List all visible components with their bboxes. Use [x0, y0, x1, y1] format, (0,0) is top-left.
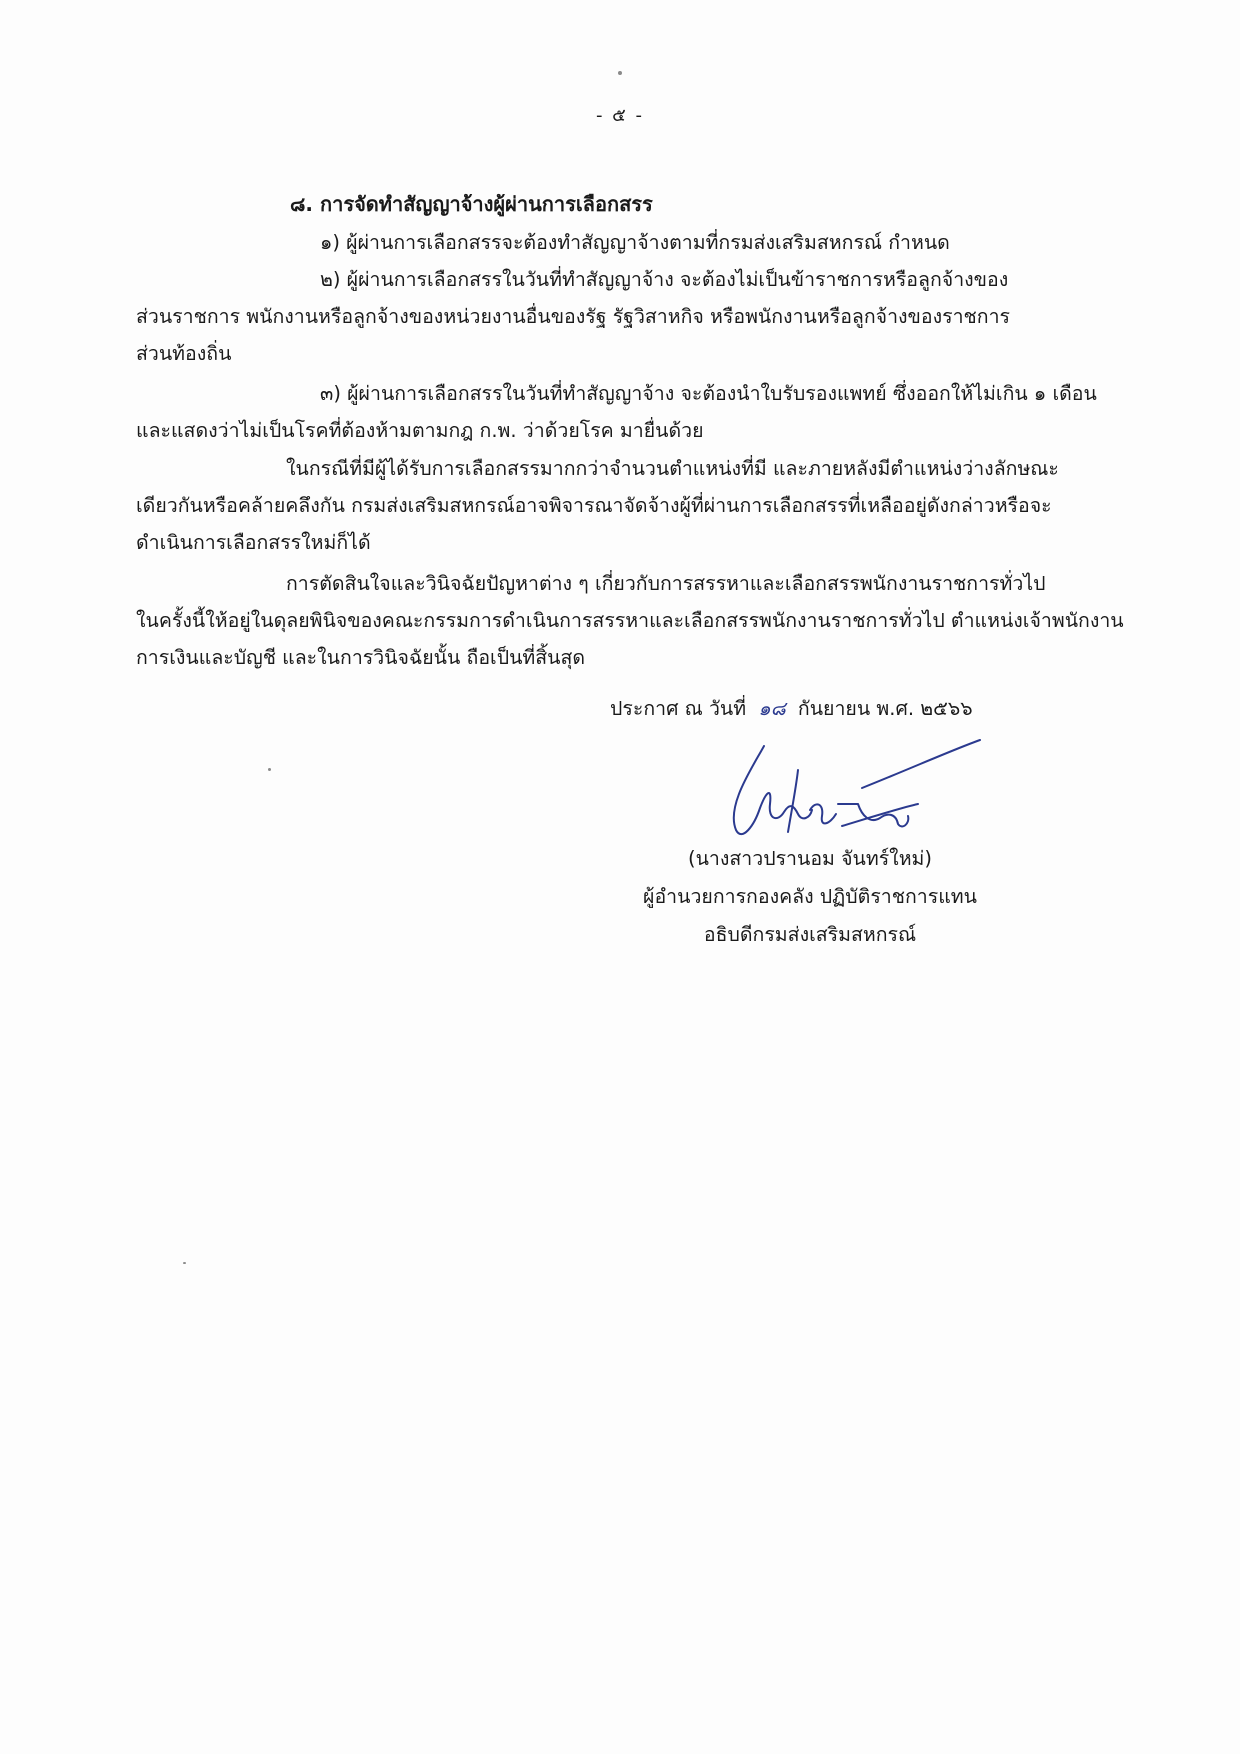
paragraph-final-decision: [136, 565, 1124, 676]
section-heading: ๘. การจัดทำสัญญาจ้างผู้ผ่านการเลือกสรร: [290, 192, 653, 216]
paragraph-line: การเงินและบัญชี และในการวินิจฉัยนั้น ถือเป็นที่สิ้นสุด: [136, 646, 586, 669]
handwritten-signature: [712, 728, 992, 848]
clause-item-3-line: และแสดงว่าไม่เป็นโรคที่ต้องห้ามตามกฎ ก.พ. ว่าด้วยโรค มายื่นด้วย: [136, 419, 704, 442]
signer-position: ผู้อำนวยการกองคลัง ปฏิบัติราชการแทน: [643, 885, 977, 908]
signer-block: [620, 840, 1000, 954]
paragraph-line: เดียวกันหรือคล้ายคลึงกัน กรมส่งเสริมสหกรณ์อาจพิจารณาจัดจ้างผู้ที่ผ่านการเลือกสรรที่เหลืออยู่ดังกล่าวหรือจะ: [136, 494, 1052, 517]
clause-item-1-text: ๑) ผู้ผ่านการเลือกสรรจะต้องทำสัญญาจ้างตามที่กรมส่งเสริมสหกรณ์ กำหนด: [320, 231, 950, 254]
clause-item-3: [136, 375, 1116, 449]
clause-item-3-line: ๓) ผู้ผ่านการเลือกสรรในวันที่ทำสัญญาจ้าง จะต้องนำใบรับรองแพทย์ ซึ่งออกให้ไม่เกิน ๑ เดือน: [320, 382, 1097, 405]
signer-organization: อธิบดีกรมส่งเสริมสหกรณ์: [703, 923, 917, 946]
scan-speck: [268, 768, 271, 771]
scan-speck: [183, 1262, 186, 1264]
page-number: - ๕ -: [595, 105, 645, 126]
clause-item-2-line: ส่วนท้องถิ่น: [136, 342, 232, 365]
clause-item-2-line: ส่วนราชการ พนักงานหรือลูกจ้างของหน่วยงานอื่นของรัฐ รัฐวิสาหกิจ หรือพนักงานหรือลูกจ้างของราชการ: [136, 305, 1011, 328]
paragraph-extra-candidates: [136, 450, 1116, 561]
scan-speck: [618, 71, 622, 75]
clause-item-2-line: ๒) ผู้ผ่านการเลือกสรรในวันที่ทำสัญญาจ้าง จะต้องไม่เป็นข้าราชการหรือลูกจ้างของ: [320, 268, 1009, 291]
paragraph-line: การตัดสินใจและวินิจฉัยปัญหาต่าง ๆ เกี่ยวกับการสรรหาและเลือกสรรพนักงานราชการทั่วไป: [286, 572, 1046, 595]
paragraph-line: ในครั้งนี้ให้อยู่ในดุลยพินิจของคณะกรรมการดำเนินการสรรหาและเลือกสรรพนักงานราชการทั่วไป ตำแหน่งเจ้าพนักงาน: [136, 609, 1124, 632]
announcement-day: ๑๘: [758, 697, 786, 720]
announcement-date: [610, 690, 973, 727]
paragraph-line: ในกรณีที่มีผู้ได้รับการเลือกสรรมากกว่าจำนวนตำแหน่งที่มี และภายหลังมีตำแหน่งว่างลักษณะ: [286, 457, 1059, 480]
clause-item-1: [136, 224, 1116, 261]
announcement-prefix: ประกาศ ณ วันที่: [610, 697, 747, 720]
signer-name: (นางสาวปรานอม จันทร์ใหม่): [687, 847, 933, 870]
paragraph-line: ดำเนินการเลือกสรรใหม่ก็ได้: [136, 531, 371, 554]
clause-item-2: [136, 261, 1116, 372]
announcement-month-year: กันยายน พ.ศ. ๒๕๖๖: [797, 697, 973, 720]
